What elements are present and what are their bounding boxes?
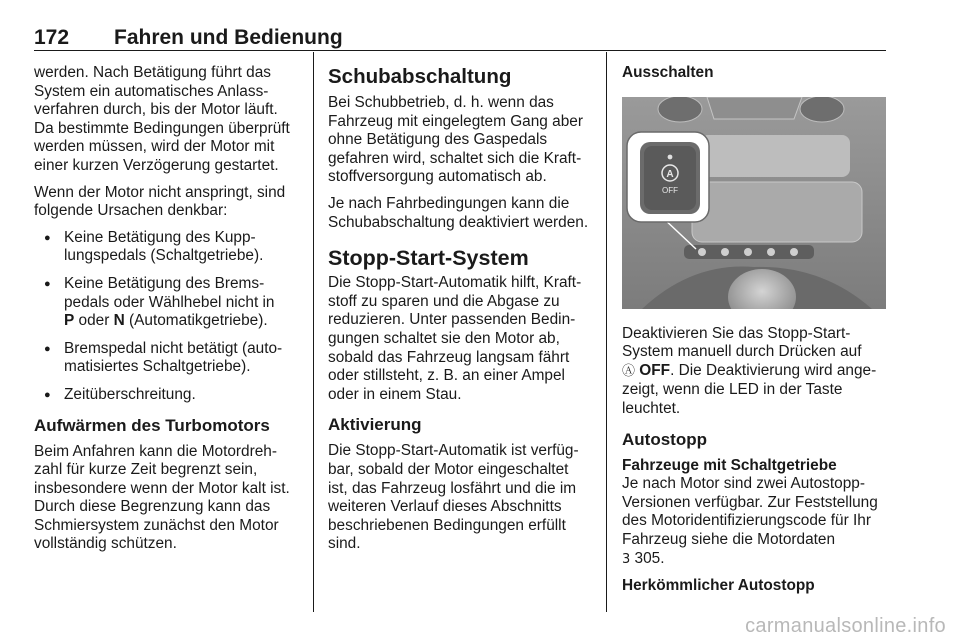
- paragraph: [622, 475, 886, 569]
- svg-text:A: A: [666, 168, 674, 180]
- page-header: [34, 24, 886, 51]
- paragraph-text: Deaktivieren Sie das Stopp-Start-System manuell durch Drücken auf: [622, 324, 862, 361]
- paragraph-text: . Die Deaktivierung wird angezeigt, wenn die LED in der Taste leuchtet.: [622, 361, 877, 417]
- section-heading: Aufwärmen des Turbomotors: [34, 415, 270, 435]
- paragraph: Je nach Fahrbedingungen kann die Schubabschaltung deaktiviert werden.: [328, 194, 589, 231]
- page-reference-icon: 3: [622, 551, 631, 567]
- section-heading: Autostopp: [622, 429, 707, 449]
- paragraph: Wenn der Motor nicht anspringt, sind folgende Ursachen denkbar:: [34, 183, 286, 220]
- list-item-text: oder: [74, 312, 114, 330]
- paragraph: Beim Anfahren kann die Motordrehzahl für kurze Zeit begrenzt sein, insbesondere wenn der Motor kalt ist. Durch diese Begrenzung kann das Schmiersystem zunächst den Motor vollständig schützen.: [34, 442, 290, 553]
- paragraph: [622, 325, 886, 419]
- gear-n: N: [113, 312, 125, 330]
- list-item: ● Bremspedal nicht betätigt (automatisiertes Schaltgetriebe).: [34, 340, 300, 377]
- running-title: Fahren und Bedienung: [114, 26, 343, 49]
- column-divider: [606, 52, 607, 612]
- list-item-text: (Automatikgetriebe).: [124, 312, 268, 330]
- list-item: ● Zeitüberschreitung.: [34, 386, 300, 405]
- section-heading: Aktivierung: [328, 415, 422, 435]
- paragraph: Die Stopp-Start-Automatik hilft, Kraftstoff zu sparen und die Abgase zu reduzieren. Unter passenden Bedingungen schaltet sie den Motor ab, sobald das Fahrzeug langsam fährt oder stillsteht, z. B. an einer Ampel oder in einem Stau.: [328, 274, 582, 403]
- section-heading: Schubabschaltung: [328, 65, 512, 88]
- watermark: carmanualsonline.info: [745, 615, 946, 637]
- page-number: 172: [34, 26, 70, 49]
- column-middle: [328, 64, 592, 562]
- subsection-heading: Herkömmlicher Autostopp: [622, 577, 815, 595]
- off-label: OFF: [639, 361, 671, 379]
- paragraph: werden. Nach Betätigung führt das System ein automatisches Anlassverfahren durch, bis der Motor läuft. Da bestimmte Bedingungen überprüft werden müssen, wird der Motor mit einer kurzen Verzögerung gestartet.: [34, 64, 290, 174]
- paragraph: Die Stopp-Start-Automatik ist verfügbar, sobald der Motor eingeschaltet ist, das Fahrzeug losfährt und die im weiteren Verlauf dieses Abschnitts beschriebenen Bedingungen erfüllt sind.: [328, 442, 579, 553]
- list-item: ● Keine Betätigung des Kupplungspedals (Schaltgetriebe).: [34, 229, 300, 266]
- paragraph: Bei Schubbetrieb, d. h. wenn das Fahrzeug mit eingelegtem Gang aber ohne Betätigung des Gaspedals gefahren wird, schaltet sich die Kraftstoffversorgung automatisch ab.: [328, 94, 583, 186]
- cause-list: [34, 229, 300, 405]
- list-item-text: Keine Betätigung des Bremspedals oder Wählhebel nicht in: [64, 274, 275, 311]
- console-photo: [622, 97, 886, 309]
- column-divider: [313, 52, 314, 612]
- gear-p: P: [64, 312, 75, 330]
- off-button-label: OFF: [662, 185, 678, 195]
- section-heading: Ausschalten: [622, 64, 714, 81]
- page-reference: 305.: [630, 549, 665, 567]
- paragraph-text: Je nach Motor sind zwei Autostopp-Versionen verfügbar. Zur Feststellung des Motoridentifizierungscode für Ihr Fahrzeug siehe die Motordaten: [622, 475, 878, 548]
- list-item: [34, 275, 300, 331]
- column-right: [622, 64, 886, 596]
- autostop-icon: Ⓐ: [622, 363, 636, 379]
- section-heading: Stopp-Start-System: [328, 246, 529, 271]
- column-left: [34, 64, 300, 562]
- subsection-heading: Fahrzeuge mit Schaltgetriebe: [622, 456, 837, 474]
